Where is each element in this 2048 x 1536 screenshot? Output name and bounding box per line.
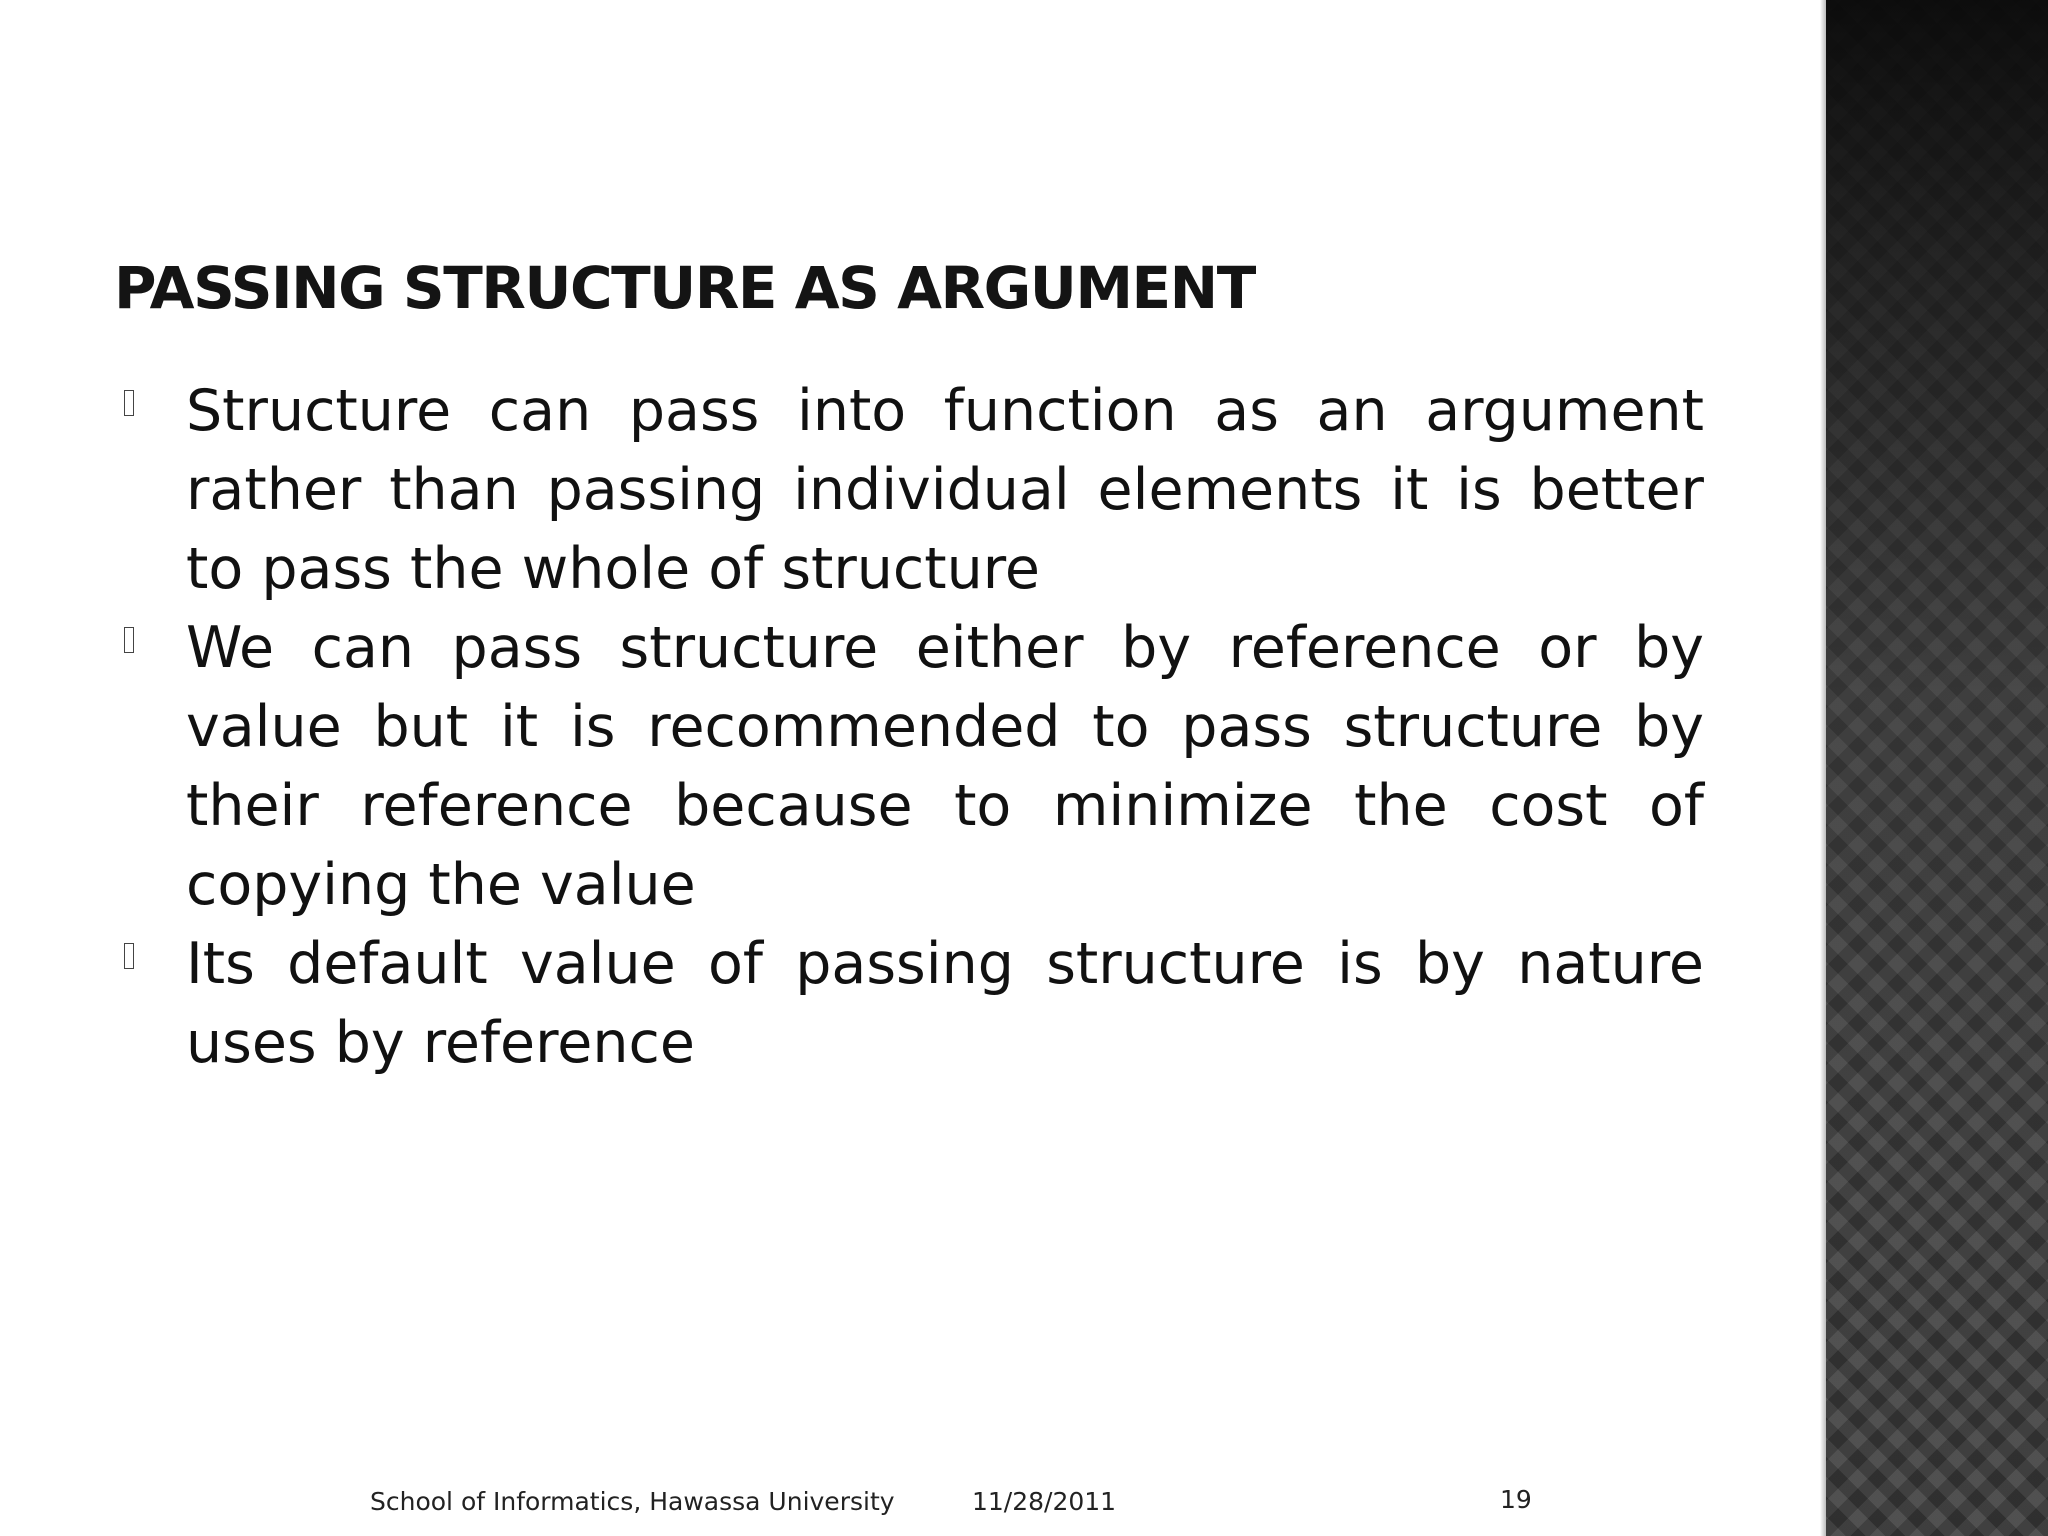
square-bullet-icon [124, 627, 134, 653]
bullet-text: We can pass structure either by reference or by value but it is recommended to pass structure by their reference because to minimize the cost of copying the value [186, 615, 1704, 918]
bullet-text: Its default value of passing structure is by nature uses by reference [186, 931, 1704, 1076]
bullet-item [124, 925, 1704, 1083]
bullet-item [124, 609, 1704, 925]
square-bullet-icon [124, 943, 134, 969]
bullet-list [124, 372, 1704, 1083]
slide-number: 19 [1500, 1485, 1532, 1514]
bullet-text: Structure can pass into function as an argument rather than passing individual elements it is better to pass the whole of structure [186, 378, 1704, 602]
side-decorative-panel [1826, 0, 2048, 1536]
footer-date: 11/28/2011 [972, 1487, 1117, 1516]
footer-school: School of Informatics, Hawassa University [370, 1487, 895, 1516]
square-bullet-icon [124, 390, 134, 416]
slide-title: PASSING STRUCTURE AS ARGUMENT [114, 254, 1255, 322]
bullet-item [124, 372, 1704, 609]
